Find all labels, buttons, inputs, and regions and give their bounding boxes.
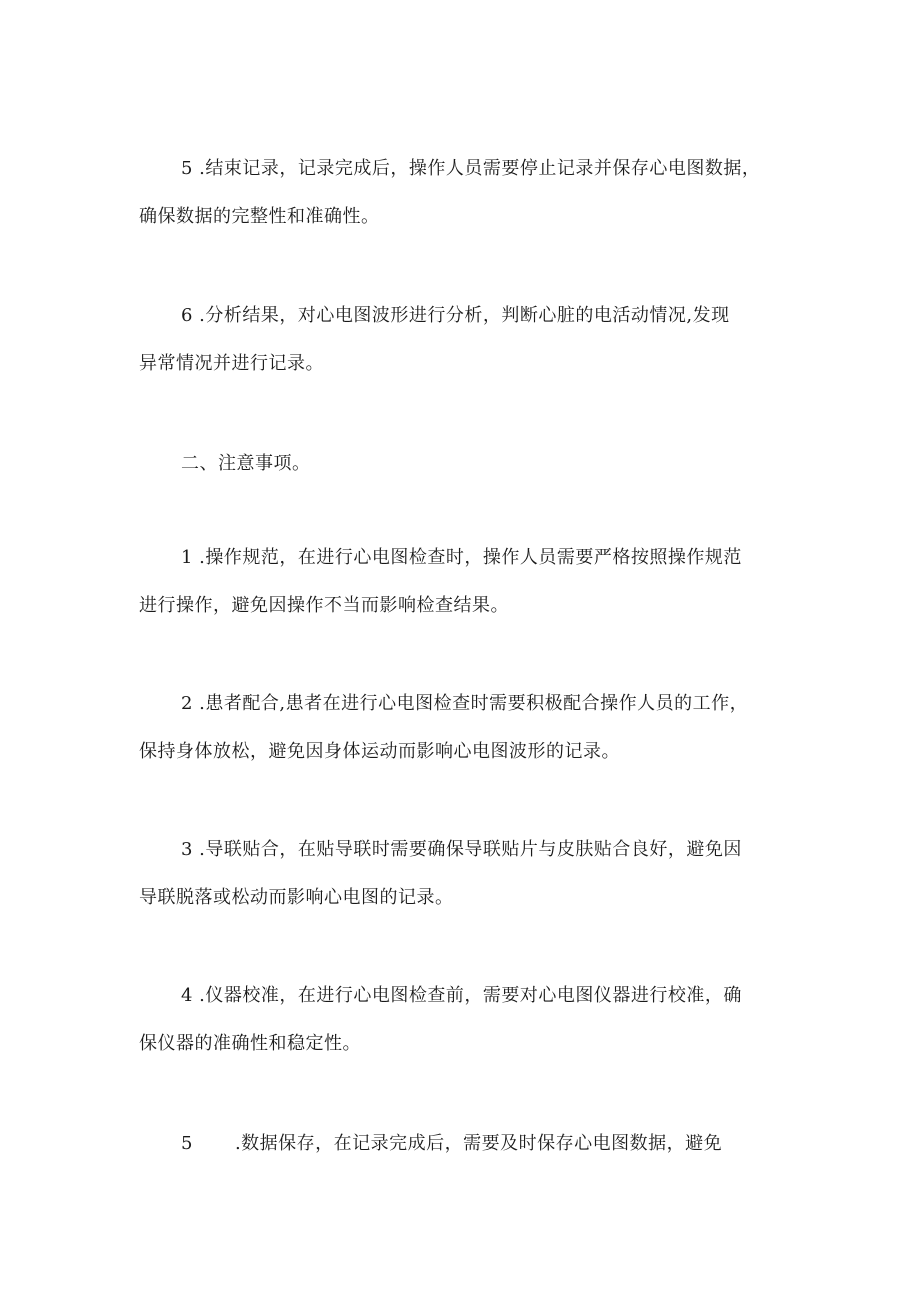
- paragraph-line: 确保数据的完整性和准确性。: [139, 206, 380, 227]
- paragraph-line: 异常情况并进行记录。: [139, 353, 324, 374]
- paragraph-step-5-end-recording: [139, 145, 799, 241]
- paragraph-line: [139, 1120, 799, 1168]
- paragraph-step-6-analyze-results: [139, 292, 799, 388]
- paragraph-note-1-operation: [139, 534, 799, 630]
- paragraph-line: 保持身体放松，避免因身体运动而影响心电图波形的记录。: [139, 741, 620, 762]
- paragraph-line: 保仪器的准确性和稳定性。: [139, 1033, 361, 1054]
- section-heading-notes: [139, 440, 799, 488]
- paragraph-text: .数据保存，在记录完成后，需要及时保存心电图数据，避免: [234, 1133, 723, 1154]
- paragraph-line: 进行操作，避免因操作不当而影响检查结果。: [139, 595, 509, 616]
- paragraph-note-4-calibration: [139, 972, 799, 1068]
- paragraph-line: 3 .导联贴合，在贴导联时需要确保导联贴片与皮肤贴合良好，避免因: [181, 839, 742, 860]
- paragraph-line: 2 .患者配合,患者在进行心电图检查时需要积极配合操作人员的工作，: [181, 693, 749, 714]
- paragraph-note-5-data-saving: [139, 1120, 799, 1168]
- paragraph-note-2-patient: [139, 680, 799, 776]
- paragraph-note-3-leads: [139, 826, 799, 922]
- list-number: 5: [181, 1133, 193, 1154]
- paragraph-line: 5 .结束记录，记录完成后，操作人员需要停止记录并保存心电图数据，: [181, 158, 761, 179]
- paragraph-line: 1 .操作规范，在进行心电图检查时，操作人员需要严格按照操作规范: [181, 547, 742, 568]
- paragraph-line: 导联脱落或松动而影响心电图的记录。: [139, 887, 454, 908]
- paragraph-line: 4 .仪器校准，在进行心电图检查前，需要对心电图仪器进行校准，确: [181, 985, 742, 1006]
- section-heading-text: 二、注意事项。: [181, 453, 311, 474]
- paragraph-line: 6 .分析结果，对心电图波形进行分析，判断心脏的电活动情况,发现: [181, 305, 730, 326]
